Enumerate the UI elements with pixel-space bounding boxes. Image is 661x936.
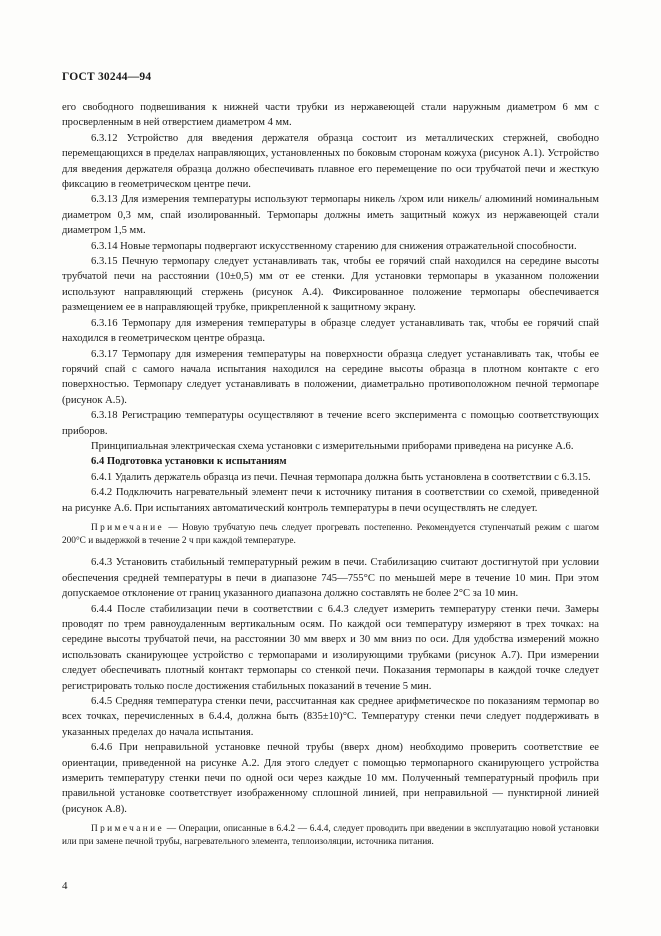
- note-paragraph: [62, 823, 599, 849]
- paragraph: 6.3.18 Регистрацию температуры осуществляют в течение всего эксперимента с помощью соответствующих приборов.: [62, 410, 599, 437]
- paragraph: 6.4.4 После стабилизации печи в соответствии с 6.4.3 следует измерить температуру стенки печи. Замеры проводят по трем равноудаленным вертикальным осям. По каждой оси температуру измеряют в трех точках: на середине высоты трубчатой печи, на расстоянии 30 мм вверх и 30 мм вниз по оси. Для удобства измерений можно использовать сканирующее устройство с термопарами и изолирующими трубками (рисунок А.7). При измерении следует обеспечивать плотный контакт термопары со стенкой печи. Показания термопары в каждой точке следует регистрировать только после достижения стабильных показаний в течение 5 мин.: [62, 603, 599, 692]
- section-heading: 6.4 Подготовка установки к испытаниям: [91, 456, 287, 468]
- paragraph: 6.4.3 Установить стабильный температурный режим в печи. Стабилизацию считают достигнутой при условии обеспечения средней температуры в печи в диапазоне 745—755°С по меньшей мере в течение 10 мин. При этом допускаемое отклонение от границ указанного диапазона должно составлять не более 2°С за 10 мин.: [62, 557, 599, 600]
- document-body: [62, 100, 599, 857]
- note-text: — Новую трубчатую печь следует прогревать постепенно. Рекомендуется ступенчатый режим с шагом 200°С и выдержкой в течение 2 ч при каждой температуре.: [62, 522, 599, 547]
- paragraph: 6.4.6 При неправильной установке печной трубы (вверх дном) необходимо проверить соответствие ее ориентации, приведенной на рисунке А.2. Для этого следует с помощью термопарного сканирующего устройства измерить температуру стенки печи по одной оси через каждые 10 мм. Полученный температурный профиль при правильной установке соответствует изображенному сплошной линией, при неправильной — пунктирной линией (рисунок А.8).: [62, 742, 599, 815]
- note-text: — Операции, описанные в 6.4.2 — 6.4.4, следует проводить при введении в эксплуатацию новой установки или при замене печной трубы, нагревательного элемента, теплоизоляции, источника питания.: [62, 824, 599, 848]
- note-paragraph: [62, 522, 599, 548]
- paragraph: 6.3.13 Для измерения температуры используют термопары никель /хром или никель/ алюминий номинальным диаметром 0,3 мм, спай изолированный. Термопары должны иметь защитный кожух из нержавеющей стали диаметром 1,5 мм.: [62, 194, 599, 237]
- paragraph: 6.4.2 Подключить нагревательный элемент печи к источнику питания в соответствии со схемой, приведенной на рисунке А.6. При испытаниях автоматический контроль температуры в печи осуществлять не следует.: [62, 487, 599, 514]
- paragraph: 6.3.12 Устройство для введения держателя образца состоит из металлических стержней, свободно перемещающихся в пределах направляющих, установленных по боковым сторонам кожуха (рисунок А.1). Устройство для введения держателя образца должно обеспечивать плавное его перемещение по оси трубчатой печи и жесткую фиксацию в геометрическом центре печи.: [62, 132, 599, 191]
- note-label: Примечание: [91, 824, 164, 835]
- paragraph: Принципиальная электрическая схема установки с измерительными приборами приведена на рисунке А.6.: [91, 440, 574, 452]
- paragraph: 6.3.17 Термопару для измерения температуры на поверхности образца следует устанавливать так, чтобы ее горячий спай с самого начала испытания находился на середине высоты образца в плотном контакте с его поверхностью. Термопару следует устанавливать в положении, диаметрально противоположном печной термопаре (рисунок А.5).: [62, 348, 599, 406]
- paragraph: 6.3.16 Термопару для измерения температуры в образце следует устанавливать так, чтобы ее горячий спай находился в геометрическом центре образца.: [62, 317, 599, 345]
- page-number: 4: [62, 880, 68, 892]
- paragraph: 6.4.5 Средняя температура стенки печи, рассчитанная как среднее арифметическое по показаниям термопар во всех точках, перечисленных в 6.4.4, должна быть (835±10)°С. Температуру стенки печи следует поддерживать в указанных пределах до начала испытания.: [62, 696, 599, 738]
- note-label: Примечание: [91, 522, 164, 533]
- paragraph: его свободного подвешивания к нижней части трубки из нержавеющей стали наружным диаметром 6 мм с просверленным в ней отверстием диаметром 4 мм.: [62, 102, 599, 129]
- paragraph: 6.4.1 Удалить держатель образца из печи. Печная термопара должна быть установлена в соответствии с 6.3.15.: [91, 471, 591, 483]
- document-header: ГОСТ 30244—94: [62, 71, 152, 83]
- paragraph: 6.3.15 Печную термопару следует устанавливать так, чтобы ее горячий спай находился на середине высоты трубчатой печи на расстоянии (10±0,5) мм от ее стенки. Для установки термопары в указанном положении используют направляющий стержень (рисунок А.4). Фиксированное положение термопары обеспечивается размещением ее в направляющей трубке, прикрепленной к защитному экрану.: [62, 256, 599, 314]
- paragraph: 6.3.14 Новые термопары подвергают искусственному старению для снижения отражательной способности.: [91, 240, 577, 252]
